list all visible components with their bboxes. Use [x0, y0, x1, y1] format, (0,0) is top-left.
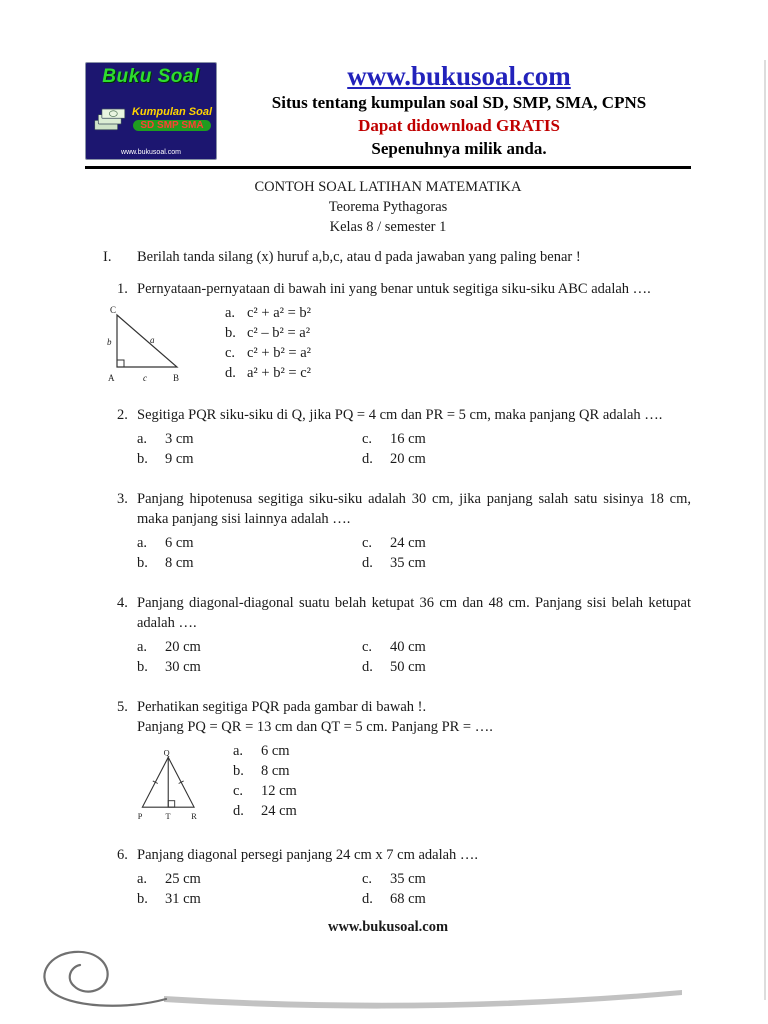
options-list [225, 303, 311, 389]
logo-subtitle: Kumpulan Soal [131, 106, 212, 118]
option-label: b. [225, 325, 236, 341]
section-instruction: Berilah tanda silang (x) huruf a,b,c, atau d pada jawaban yang paling benar ! [137, 249, 581, 265]
side-label-a: a [150, 335, 155, 345]
question-4 [85, 593, 691, 677]
right-edge-shadow [764, 60, 766, 1000]
option-label: a. [137, 535, 148, 551]
options-list [233, 741, 297, 825]
option-text: 68 cm [390, 891, 426, 907]
option-label: a. [225, 305, 236, 321]
header-gratis-line: Dapat didownload GRATIS [358, 116, 560, 136]
option-c [233, 781, 297, 801]
logo-title: Buku Soal [102, 66, 200, 87]
site-logo [85, 62, 217, 160]
isoceles-triangle-pqr-figure [135, 745, 207, 825]
option-label: a. [233, 743, 244, 759]
question-2 [85, 405, 691, 469]
option-label: d. [233, 803, 244, 819]
option-b [137, 553, 362, 573]
question-5-body [85, 737, 691, 825]
header-divider [85, 166, 691, 169]
option-text: 31 cm [165, 891, 201, 907]
option-d [233, 801, 297, 821]
vertex-label-b: B [173, 373, 180, 383]
option-c [362, 869, 691, 889]
option-label: a. [137, 871, 148, 887]
option-b [137, 449, 362, 469]
option-label: c. [362, 535, 373, 551]
logo-url: www.bukusoal.com [121, 149, 181, 156]
option-text: 50 cm [390, 659, 426, 675]
question-text-line2: Panjang PQ = QR = 13 cm dan QT = 5 cm. Panjang PR = …. [137, 719, 493, 735]
option-label: a. [137, 639, 148, 655]
option-label: c. [362, 639, 373, 655]
option-d [362, 449, 691, 469]
vertex-label-t: T [165, 812, 171, 822]
section-instruction-row [85, 247, 691, 267]
question-text: Panjang diagonal-diagonal suatu belah ketupat 36 cm dan 48 cm. Panjang sisi belah ketupat adalah …. [137, 595, 691, 631]
question-text: Perhatikan segitiga PQR pada gambar di bawah !. [137, 699, 427, 715]
option-b [225, 323, 311, 343]
question-text: Panjang hipotenusa segitiga siku-siku adalah 30 cm, jika panjang salah satu sisinya 18 cm, maka panjang sisi lainnya adalah …. [137, 491, 691, 527]
vertex-label-r: R [191, 812, 197, 822]
header-text-block [227, 62, 691, 160]
option-c [362, 637, 691, 657]
page-curl-spiral [44, 952, 166, 1006]
doc-grade: Kelas 8 / semester 1 [329, 219, 447, 235]
option-text: 25 cm [165, 871, 201, 887]
option-text: c² + a² = b² [247, 305, 312, 321]
option-text: 3 cm [165, 431, 194, 447]
question-number: 1. [117, 281, 128, 297]
option-a [233, 741, 297, 761]
money-stack-icon [94, 103, 127, 135]
option-label: d. [225, 365, 236, 381]
option-text: 20 cm [390, 451, 426, 467]
bottom-shadow [164, 990, 682, 1009]
option-text: 35 cm [390, 555, 426, 571]
page-curl-decoration [14, 934, 714, 1018]
section-number: I. [103, 249, 112, 265]
option-label: a. [137, 431, 148, 447]
option-label: c. [233, 783, 244, 799]
option-d [362, 553, 691, 573]
option-a [225, 303, 311, 323]
vertex-label-a: A [108, 373, 115, 383]
option-text: 12 cm [261, 783, 297, 799]
footer-url: www.bukusoal.com [327, 919, 449, 935]
question-3 [85, 489, 691, 573]
question-number: 4. [117, 595, 128, 611]
option-text: 20 cm [165, 639, 201, 655]
right-angle-mark [117, 360, 124, 367]
header [85, 62, 691, 160]
option-text: 6 cm [165, 535, 194, 551]
logo-middle [90, 103, 212, 135]
option-text: 35 cm [390, 871, 426, 887]
vertex-label-q: Q [163, 748, 170, 758]
option-text: 8 cm [165, 555, 194, 571]
site-url-link[interactable]: www.bukusoal.com [347, 61, 571, 91]
option-text: 6 cm [261, 743, 290, 759]
question-number: 3. [117, 491, 128, 507]
option-label: b. [137, 659, 148, 675]
option-label: b. [233, 763, 244, 779]
logo-levels: SD SMP SMA [133, 120, 210, 131]
option-text: c² – b² = a² [247, 325, 311, 341]
options-grid [137, 869, 691, 909]
right-angle-mark [168, 801, 174, 807]
option-b [137, 889, 362, 909]
option-label: d. [362, 555, 373, 571]
option-label: d. [362, 659, 373, 675]
option-label: c. [362, 431, 373, 447]
side-label-b: b [107, 337, 112, 347]
question-text: Panjang diagonal persegi panjang 24 cm x 7 cm adalah …. [137, 847, 479, 863]
option-label: d. [362, 891, 373, 907]
logo-taglines [132, 106, 212, 131]
option-label: b. [137, 451, 148, 467]
option-d [362, 889, 691, 909]
question-text: Segitiga PQR siku-siku di Q, jika PQ = 4 cm dan PR = 5 cm, maka panjang QR adalah …. [137, 407, 663, 423]
question-number: 6. [117, 847, 128, 863]
option-label: d. [362, 451, 373, 467]
option-text: 9 cm [165, 451, 194, 467]
options-grid [137, 637, 691, 677]
right-triangle-abc-figure [95, 303, 190, 389]
option-c [225, 343, 311, 363]
question-1-body [85, 303, 691, 389]
option-a [137, 429, 362, 449]
option-text: 40 cm [390, 639, 426, 655]
question-number: 5. [117, 699, 128, 715]
option-b [137, 657, 362, 677]
question-1 [85, 279, 691, 389]
side-label-c: c [143, 373, 147, 383]
option-text: 24 cm [390, 535, 426, 551]
option-text: 16 cm [390, 431, 426, 447]
option-label: c. [362, 871, 373, 887]
option-c [362, 429, 691, 449]
title-block [85, 177, 691, 237]
vertex-label-p: P [137, 812, 143, 822]
option-d [225, 363, 311, 383]
header-tagline: Situs tentang kumpulan soal SD, SMP, SMA, CPNS [271, 93, 647, 113]
header-ownership-line: Sepenuhnya milik anda. [371, 139, 547, 159]
option-a [137, 533, 362, 553]
options-grid [137, 533, 691, 573]
question-number: 2. [117, 407, 128, 423]
option-text: 8 cm [261, 763, 290, 779]
vertex-label-c: C [110, 305, 117, 315]
question-5 [85, 697, 691, 825]
option-a [137, 869, 362, 889]
option-b [233, 761, 297, 781]
option-text: 24 cm [261, 803, 297, 819]
option-a [137, 637, 362, 657]
question-text: Pernyataan-pernyataan di bawah ini yang benar untuk segitiga siku-siku ABC adalah …. [137, 281, 651, 297]
option-label: b. [137, 891, 148, 907]
option-text: c² + b² = a² [247, 345, 312, 361]
option-text: a² + b² = c² [247, 365, 312, 381]
question-6 [85, 845, 691, 909]
document-content [85, 62, 691, 936]
option-label: c. [225, 345, 236, 361]
option-text: 30 cm [165, 659, 201, 675]
option-label: b. [137, 555, 148, 571]
doc-title: CONTOH SOAL LATIHAN MATEMATIKA [254, 179, 522, 195]
options-grid [137, 429, 691, 469]
option-c [362, 533, 691, 553]
option-d [362, 657, 691, 677]
doc-subtitle: Teorema Pythagoras [328, 199, 448, 215]
